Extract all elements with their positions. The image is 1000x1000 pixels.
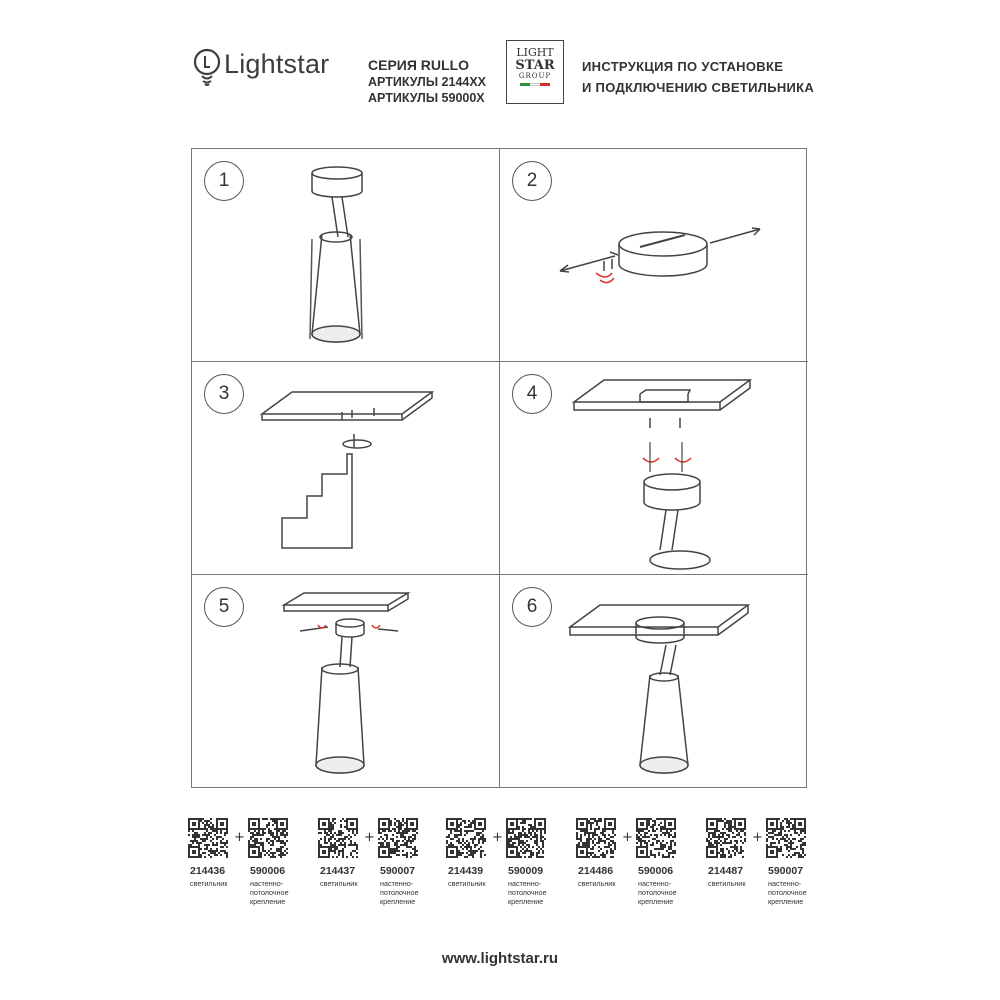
mount-label-line: крепление	[638, 897, 674, 906]
step-5-panel	[192, 575, 500, 788]
mount-label-line: потолочное	[380, 888, 419, 897]
mount-label	[768, 879, 807, 906]
plus-icon: +	[752, 830, 763, 845]
mount-label	[638, 879, 677, 906]
fixture-installed-icon	[500, 575, 808, 788]
step-number: 3	[204, 374, 244, 414]
mount-label-line: крепление	[380, 897, 416, 906]
articles-line-1: АРТИКУЛЫ 2144XX	[368, 75, 487, 89]
fixture-label: светильник	[578, 879, 616, 888]
fixture-qr-code-icon[interactable]	[188, 818, 228, 858]
fixture-qr-code-icon[interactable]	[446, 818, 486, 858]
mount-label-line: крепление	[768, 897, 804, 906]
fixture-code: 214486	[578, 865, 614, 877]
product-pair	[706, 818, 818, 918]
group-logo-line1: LIGHT	[516, 46, 554, 59]
mount-label-line: потолочное	[250, 888, 289, 897]
fixture-label: светильник	[708, 879, 746, 888]
fixture-qr-code-icon[interactable]	[706, 818, 746, 858]
plus-icon: +	[622, 830, 633, 845]
mount-label-line: настенно-	[508, 879, 542, 888]
fixture-code: 214439	[448, 865, 484, 877]
mount-qr-code-icon[interactable]	[506, 818, 546, 858]
series-name: СЕРИЯ RULLO	[368, 57, 470, 73]
title-line-2: И ПОДКЛЮЧЕНИЮ СВЕТИЛЬНИКА	[582, 80, 815, 95]
installation-steps	[191, 148, 807, 788]
step-6-panel	[500, 575, 808, 788]
step-3-panel	[192, 362, 500, 575]
fixture-code: 214437	[320, 865, 356, 877]
mount-label-line: настенно-	[768, 879, 802, 888]
italian-flag-icon	[507, 83, 563, 86]
ceiling-drill-icon	[192, 362, 500, 575]
step-number: 4	[512, 374, 552, 414]
fixture-label: светильник	[190, 879, 228, 888]
fixture-attach-icon	[192, 575, 500, 788]
product-pair	[446, 818, 558, 918]
mount-label-line: крепление	[250, 897, 286, 906]
step-number: 1	[204, 161, 244, 201]
mount-label	[250, 879, 289, 906]
step-4-panel	[500, 362, 808, 575]
fixture-qr-code-icon[interactable]	[318, 818, 358, 858]
plus-icon: +	[234, 830, 245, 845]
step-2-panel	[500, 149, 808, 362]
step-number: 5	[204, 587, 244, 627]
mount-label-line: крепление	[508, 897, 544, 906]
plus-icon: +	[364, 830, 375, 845]
spotlight-assembled-icon	[192, 149, 500, 362]
mount-bracket-fix-icon	[500, 362, 808, 575]
group-logo-line3: GROUP	[518, 72, 552, 80]
product-pair	[576, 818, 688, 918]
product-pair	[318, 818, 430, 918]
plus-icon: +	[492, 830, 503, 845]
mount-label-line: настенно-	[380, 879, 414, 888]
mount-qr-code-icon[interactable]	[378, 818, 418, 858]
fixture-code: 214436	[190, 865, 226, 877]
mount-base-screws-icon	[500, 149, 808, 362]
mount-label	[380, 879, 419, 906]
mount-code: 590007	[768, 865, 804, 877]
mount-label-line: настенно-	[638, 879, 672, 888]
group-logo-line2: STAR	[515, 58, 555, 73]
mount-qr-code-icon[interactable]	[766, 818, 806, 858]
step-1-panel	[192, 149, 500, 362]
articles-line-2: АРТИКУЛЫ 59000X	[368, 91, 485, 105]
brand-name: Lightstar	[224, 49, 330, 79]
step-number: 2	[512, 161, 552, 201]
step-number: 6	[512, 587, 552, 627]
fixture-qr-code-icon[interactable]	[576, 818, 616, 858]
instruction-title	[582, 56, 814, 98]
website-url[interactable]: www.lightstar.ru	[441, 950, 559, 967]
mount-qr-code-icon[interactable]	[248, 818, 288, 858]
mount-label-line: настенно-	[250, 879, 284, 888]
mount-label	[508, 879, 547, 906]
title-line-1: ИНСТРУКЦИЯ ПО УСТАНОВКЕ	[582, 59, 784, 74]
product-codes-row	[188, 818, 808, 918]
mount-code: 590007	[380, 865, 416, 877]
mount-code: 590009	[508, 865, 544, 877]
series-info	[368, 56, 486, 106]
mount-qr-code-icon[interactable]	[636, 818, 676, 858]
mount-label-line: потолочное	[638, 888, 677, 897]
product-pair	[188, 818, 300, 918]
fixture-code: 214487	[708, 865, 744, 877]
fixture-label: светильник	[448, 879, 486, 888]
mount-label-line: потолочное	[768, 888, 807, 897]
mount-code: 590006	[250, 865, 286, 877]
mount-code: 590006	[638, 865, 674, 877]
fixture-label: светильник	[320, 879, 358, 888]
mount-label-line: потолочное	[508, 888, 547, 897]
lightstar-group-logo	[506, 40, 564, 104]
